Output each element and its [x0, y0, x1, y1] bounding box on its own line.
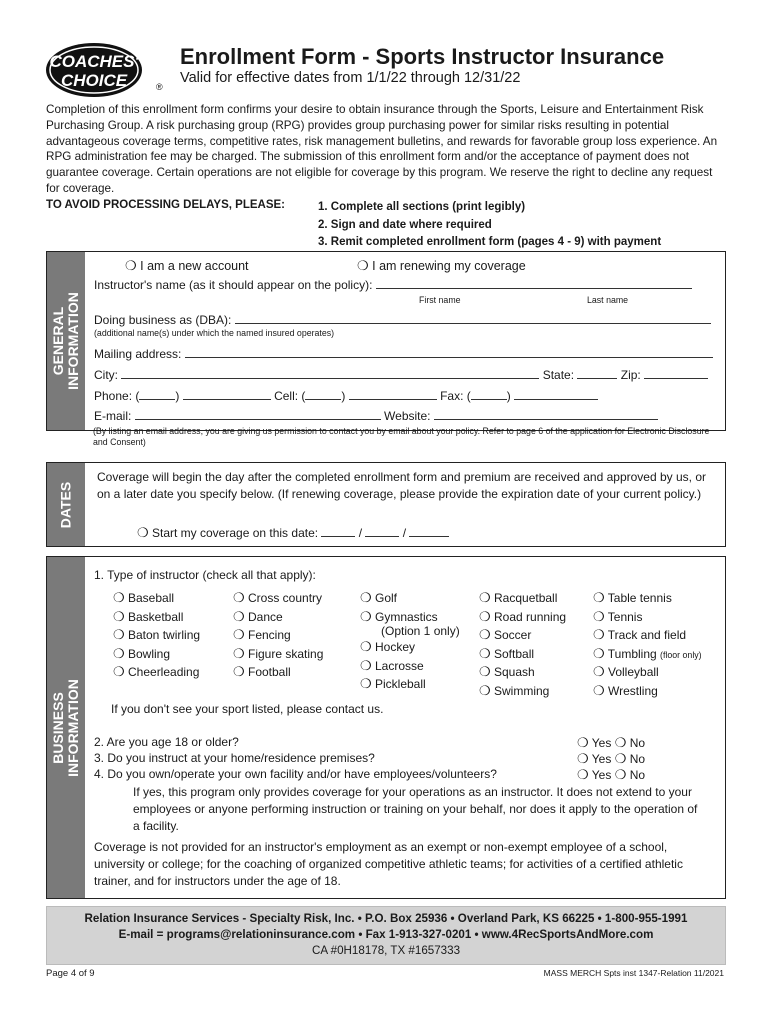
dba-label: Doing business as (DBA):	[94, 313, 232, 327]
dba-field[interactable]	[235, 312, 711, 324]
sport-label: Table tennis	[607, 591, 672, 605]
business-side-label-1: BUSINESS	[50, 691, 66, 764]
avoid-delays-label: TO AVOID PROCESSING DELAYS, PLEASE:	[46, 199, 285, 211]
dba-row	[94, 312, 711, 327]
coaches-choice-logo	[44, 40, 172, 100]
sport-checkbox[interactable]: ❍	[593, 608, 605, 624]
q3-answers[interactable]	[577, 751, 645, 767]
fax-field[interactable]	[514, 388, 598, 400]
sport-option[interactable]	[113, 609, 183, 625]
sport-checkbox[interactable]: ❍	[113, 664, 125, 679]
sport-label: Figure skating	[248, 646, 324, 661]
email-label: E-mail:	[94, 409, 132, 423]
form-identifier: MASS MERCH Spts inst 1347-Relation 11/2021	[543, 968, 724, 978]
sport-label: Racquetball	[494, 591, 558, 605]
sport-option[interactable]	[233, 590, 322, 606]
dba-note: (additional name(s) under which the named insured operates)	[94, 328, 335, 338]
no-label: No	[629, 768, 646, 782]
sport-label: Baton twirling	[128, 628, 201, 642]
sport-option[interactable]	[113, 627, 200, 643]
sport-label: Wrestling	[608, 683, 658, 698]
coverage-exclusion-note: Coverage is not provided for an instructor's employment as an exempt or non-exempt employee of a school, university or college; for the coaching of organized competitive athletic teams; for activities of a certified athletic trainer, and for instructors under the age of 18.	[94, 840, 683, 888]
sport-option[interactable]	[593, 627, 686, 643]
sport-option[interactable]	[233, 627, 291, 643]
general-information-section	[46, 251, 726, 431]
no-label: No	[629, 736, 646, 750]
yes-label: Yes	[591, 736, 612, 750]
instructor-name-field[interactable]	[376, 277, 692, 289]
sport-option[interactable]	[593, 646, 702, 662]
sport-option[interactable]	[113, 590, 174, 606]
gymnastics-note: (Option 1 only)	[381, 624, 460, 638]
dates-text: Coverage will begin the day after the completed enrollment form and premium are received and approved by us, or on a later date you specify below. (If renewing coverage, please provide the expiration date of your current policy.)	[97, 470, 706, 501]
phone-field[interactable]	[183, 388, 271, 400]
fax-label: Fax: (	[440, 389, 471, 403]
page-title: Enrollment Form - Sports Instructor Insurance	[180, 44, 665, 69]
sport-option[interactable]	[479, 683, 549, 699]
sport-option[interactable]	[593, 683, 658, 699]
mailing-address-field[interactable]	[185, 346, 713, 358]
sport-label: Dance	[248, 609, 283, 624]
general-side-label-2: INFORMATION	[65, 292, 81, 390]
sport-option[interactable]	[360, 590, 397, 606]
sport-label: Fencing	[248, 628, 291, 642]
sport-label: Volleyball	[608, 665, 659, 679]
sport-checkbox[interactable]: ❍	[233, 590, 245, 605]
start-month-field[interactable]	[321, 525, 355, 537]
sport-label: Road running	[494, 609, 567, 624]
sport-option[interactable]	[360, 639, 415, 655]
step-2: 2. Sign and date where required	[318, 218, 492, 231]
sport-option[interactable]	[233, 609, 283, 625]
intro-paragraph: Completion of this enrollment form confirms your desire to obtain insurance through the Sports, Leisure and Entertainment Risk Purchasing Group. A risk purchasing group (RPG) provides group purchasing power for similar risks resulting in potential advantageous coverage terms, competitive rates, risk management bulletins, and rewards for favorable group loss experience. An RPG administration fee may be charged. The submission of this enrollment form and/or the acceptance of payment does not guarantee coverage. Certain operations are not eligible for coverage by this program. We reserve the right to decline any request for coverage.	[46, 103, 718, 195]
yes-label: Yes	[591, 752, 612, 766]
sport-option[interactable]	[479, 664, 535, 680]
sport-label: Squash	[494, 665, 535, 679]
general-information-sidebar	[47, 252, 85, 430]
email-consent-note: (By listing an email address, you are giving us permission to contact you by email about your policy. Refer to page 6 of the application for Electronic Disclosure and Consent)	[93, 426, 710, 447]
renewing-radio[interactable]: ❍	[357, 258, 369, 273]
q3-home-premises: 3. Do you instruct at your home/residence premises?	[94, 751, 375, 765]
fax-area-field[interactable]	[471, 388, 507, 400]
sport-checkbox[interactable]: ❍	[360, 639, 372, 654]
logo-line-1: COACHES'	[49, 52, 139, 71]
sport-option[interactable]	[360, 658, 424, 674]
footer-contact: E-mail = programs@relationinsurance.com • Fax 1-913-327-0201 • www.4RecSportsAndMore.com	[118, 928, 654, 941]
sport-label: Swimming	[494, 683, 550, 698]
general-side-label-1: GENERAL	[50, 306, 66, 376]
sport-checkbox[interactable]: ❍	[593, 682, 605, 698]
last-name-caption: Last name	[587, 295, 629, 305]
zip-field[interactable]	[644, 367, 708, 379]
new-account-radio[interactable]: ❍	[125, 258, 137, 273]
state-field[interactable]	[577, 367, 617, 379]
q1-type-of-instructor: 1. Type of instructor (check all that apply):	[94, 568, 316, 582]
website-label: Website:	[384, 409, 431, 423]
sport-label: Tennis	[607, 609, 643, 624]
new-account-option[interactable]	[125, 258, 249, 274]
dates-sidebar	[47, 463, 85, 546]
sport-label: Baseball	[128, 591, 175, 605]
sport-option[interactable]	[593, 609, 642, 625]
sport-checkbox[interactable]: ❍	[360, 590, 372, 605]
phone-row: Phone: ( ) Cell: ( ) Fax: ( )	[94, 388, 598, 403]
q4-no-radio[interactable]: ❍	[614, 767, 627, 782]
business-side-label-2: INFORMATION	[65, 678, 81, 777]
sport-checkbox[interactable]: ❍	[360, 658, 372, 673]
zip-label: Zip:	[620, 368, 641, 382]
sport-label: Bowling	[128, 646, 171, 661]
sport-label: Hockey	[375, 640, 416, 654]
start-coverage-radio[interactable]: ❍	[137, 525, 149, 540]
sport-option[interactable]	[479, 646, 534, 662]
q4-yes-radio[interactable]: ❍	[577, 767, 589, 782]
sport-label: Pickleball	[375, 677, 426, 691]
sport-label: Track and field	[607, 628, 687, 642]
sport-label: Lacrosse	[375, 659, 424, 673]
cell-field[interactable]	[349, 388, 437, 400]
q4-answers[interactable]	[577, 767, 645, 783]
sport-checkbox[interactable]: ❍	[113, 645, 125, 661]
sport-checkbox[interactable]: ❍	[113, 590, 125, 605]
sport-label: Cross country	[248, 591, 323, 605]
sport-option[interactable]	[113, 646, 170, 662]
sport-checkbox[interactable]: ❍	[479, 682, 491, 698]
phone-area-field[interactable]	[139, 388, 175, 400]
sport-option[interactable]	[360, 676, 426, 692]
sport-checkbox[interactable]: ❍	[479, 590, 491, 605]
q2-answers[interactable]	[577, 735, 645, 751]
q3-no-radio[interactable]: ❍	[614, 751, 627, 766]
sport-checkbox[interactable]: ❍	[360, 608, 372, 624]
email-field[interactable]	[135, 408, 381, 420]
city-field[interactable]	[121, 367, 539, 379]
sport-option[interactable]	[593, 590, 672, 606]
sport-checkbox[interactable]: ❍	[479, 627, 491, 642]
city-row	[94, 367, 708, 382]
sport-option[interactable]	[479, 609, 566, 625]
q4-own-facility: 4. Do you own/operate your own facility and/or have employees/volunteers?	[94, 767, 497, 781]
state-label: State:	[542, 368, 575, 382]
first-name-caption: First name	[419, 295, 461, 305]
step-3: 3. Remit completed enrollment form (pages 4 - 9) with payment	[318, 236, 662, 248]
page-subtitle: Valid for effective dates from 1/1/22 through 12/31/22	[180, 70, 521, 86]
start-day-field[interactable]	[365, 525, 399, 537]
logo-registered-mark: ®	[156, 82, 163, 92]
sport-checkbox[interactable]: ❍	[233, 627, 245, 642]
sport-label: Cheerleading	[128, 665, 200, 679]
website-field[interactable]	[434, 408, 658, 420]
sport-checkbox[interactable]: ❍	[479, 664, 491, 679]
sport-checkbox[interactable]: ❍	[233, 664, 245, 679]
cell-area-field[interactable]	[305, 388, 341, 400]
dates-section	[46, 462, 726, 547]
not-listed-note: If you don't see your sport listed, please contact us.	[111, 702, 384, 716]
start-coverage-label: Start my coverage on this date:	[152, 526, 319, 540]
contact-footer	[46, 906, 726, 965]
sport-label: Gymnastics	[375, 609, 438, 624]
step-1: 1. Complete all sections (print legibly)	[318, 201, 526, 213]
sport-label: Tumbling	[607, 646, 657, 661]
sport-checkbox[interactable]: ❍	[593, 590, 605, 605]
sport-option[interactable]	[593, 664, 659, 680]
sport-checkbox[interactable]: ❍	[479, 645, 491, 661]
q2-no-radio[interactable]: ❍	[614, 735, 627, 750]
page-number: Page 4 of 9	[46, 968, 95, 979]
sport-checkbox[interactable]: ❍	[593, 664, 605, 679]
sport-label: Soccer	[494, 628, 532, 642]
yes-label: Yes	[591, 768, 612, 782]
q2-age: 2. Are you age 18 or older?	[94, 735, 239, 749]
sport-checkbox[interactable]: ❍	[113, 608, 125, 624]
sport-checkbox[interactable]: ❍	[360, 676, 372, 691]
start-coverage-row[interactable]: ❍ Start my coverage on this date: / /	[137, 525, 449, 541]
new-account-label: I am a new account	[140, 259, 249, 273]
sport-checkbox[interactable]: ❍	[593, 645, 605, 661]
cell-label: Cell: (	[274, 389, 306, 403]
tumbling-note: (floor only)	[660, 649, 702, 660]
business-information-sidebar	[47, 557, 85, 898]
q3-yes-radio[interactable]: ❍	[577, 751, 589, 766]
sport-option[interactable]	[233, 664, 291, 680]
sport-label: Golf	[375, 591, 398, 605]
q4-note: If yes, this program only provides coverage for your operations as an instructor. It does not extend to your employees or anyone performing instruction or training on your behalf, nor does it apply to the operation of a facility.	[133, 785, 698, 833]
city-label: City:	[94, 368, 118, 382]
sport-checkbox[interactable]: ❍	[233, 645, 245, 661]
sport-option[interactable]	[479, 627, 531, 643]
q2-yes-radio[interactable]: ❍	[577, 735, 589, 750]
no-label: No	[629, 752, 646, 766]
mailing-label: Mailing address:	[94, 347, 182, 361]
sport-option[interactable]	[360, 609, 438, 625]
instructor-name-label: Instructor's name (as it should appear on the policy):	[94, 278, 373, 292]
renewing-option[interactable]	[357, 258, 526, 274]
business-information-section	[46, 556, 726, 899]
sport-label: Softball	[494, 646, 535, 661]
footer-address: Relation Insurance Services - Specialty Risk, Inc. • P.O. Box 25936 • Overland Park, KS 66225 • 1-800-955-1991	[84, 912, 688, 925]
phone-label: Phone: (	[94, 389, 140, 403]
email-row	[94, 408, 658, 423]
renewing-label: I am renewing my coverage	[372, 259, 526, 273]
sport-option[interactable]	[479, 590, 557, 606]
sport-checkbox[interactable]: ❍	[479, 608, 491, 624]
sport-option[interactable]	[113, 664, 199, 680]
mailing-row	[94, 346, 713, 361]
sport-checkbox[interactable]: ❍	[233, 608, 245, 624]
sport-checkbox[interactable]: ❍	[593, 627, 605, 642]
instruction-steps	[318, 199, 661, 252]
start-year-field[interactable]	[409, 525, 449, 537]
sport-option[interactable]	[233, 646, 323, 662]
instructor-name-row	[94, 277, 692, 292]
logo-line-2: CHOICE	[60, 71, 128, 90]
dates-side-label: DATES	[57, 481, 74, 528]
sport-label: Football	[248, 665, 291, 679]
footer-license: CA #0H18178, TX #1657333	[311, 944, 461, 957]
sport-label: Basketball	[128, 609, 184, 624]
sport-checkbox[interactable]: ❍	[113, 627, 125, 642]
